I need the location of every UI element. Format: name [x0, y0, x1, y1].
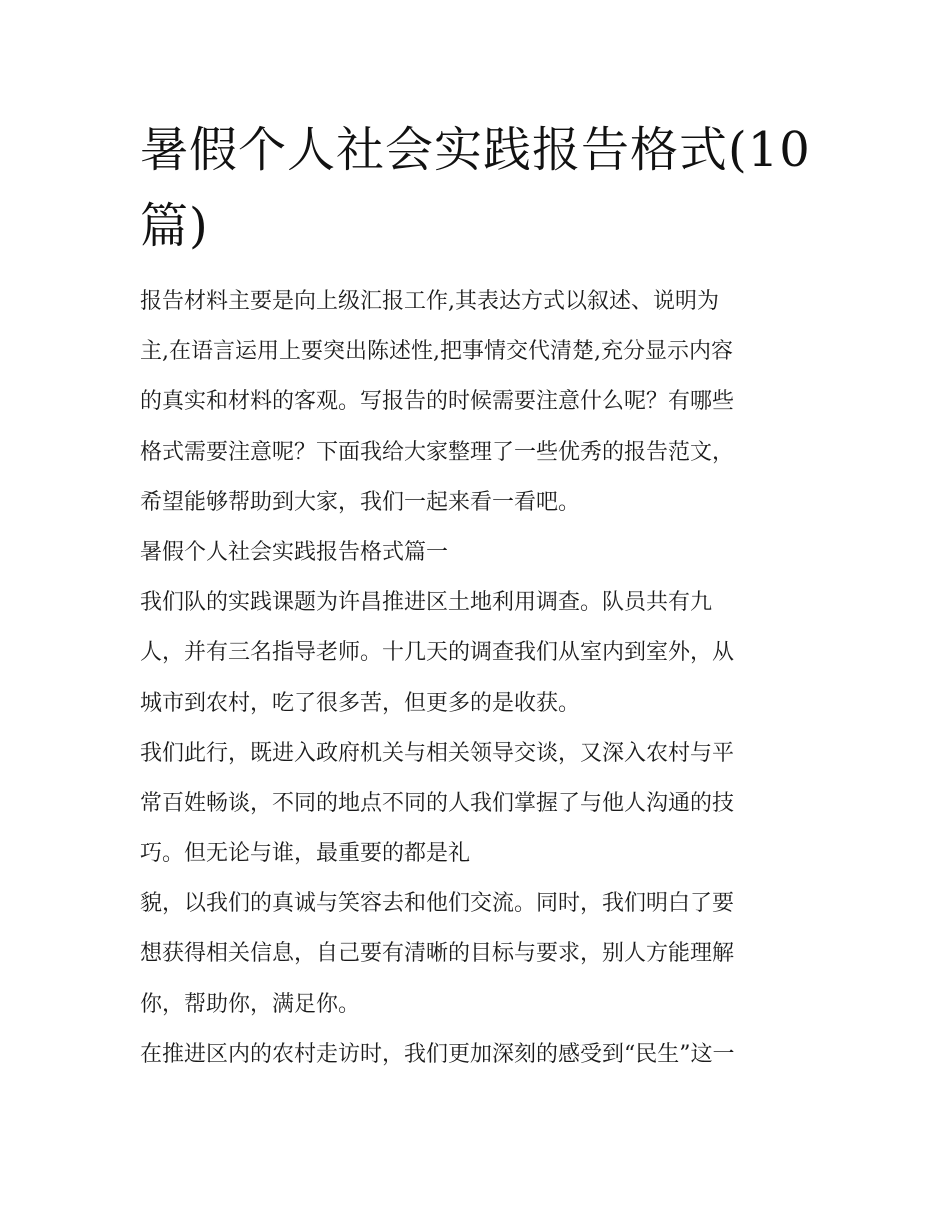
paragraph-line: 我们队的实践课题为许昌推进区土地利用调查。队员共有九	[140, 590, 713, 616]
paragraph-line: 我们此行，既进入政府机关与相关领导交谈，又深入农村与平	[140, 740, 735, 766]
paragraph-line: 在推进区内的农村走访时，我们更加深刻的感受到“民生”这一	[140, 1041, 735, 1067]
intro-line: 格式需要注意呢？下面我给大家整理了一些优秀的报告范文，	[140, 439, 735, 465]
paragraph-line: 巧。但无论与谁，最重要的都是礼	[140, 841, 471, 867]
document-title: 暑假个人社会实践报告格式(10篇)	[140, 122, 811, 254]
section-heading: 暑假个人社会实践报告格式篇一	[140, 539, 449, 565]
document-body	[140, 280, 840, 1083]
paragraph-line: 你，帮助你，满足你。	[140, 991, 361, 1017]
paragraph-line: 人，并有三名指导老师。十几天的调查我们从室内到室外，从	[140, 640, 735, 666]
intro-line: 希望能够帮助到大家，我们一起来看一看吧。	[140, 489, 581, 515]
paragraph-line: 常百姓畅谈，不同的地点不同的人我们掌握了与他人沟通的技	[140, 790, 735, 816]
intro-line: 报告材料主要是向上级汇报工作,其表达方式以叙述、说明为	[140, 289, 719, 314]
paragraph-line: 城市到农村，吃了很多苦，但更多的是收获。	[140, 690, 581, 716]
paragraph-line: 想获得相关信息，自己要有清晰的目标与要求，别人方能理解	[140, 941, 735, 967]
intro-line: 主,在语言运用上要突出陈述性,把事情交代清楚,充分显示内容	[140, 339, 733, 365]
intro-line: 的真实和材料的客观。写报告的时候需要注意什么呢？有哪些	[140, 389, 735, 415]
paragraph-line: 貌，以我们的真诚与笑容去和他们交流。同时，我们明白了要	[140, 891, 735, 917]
